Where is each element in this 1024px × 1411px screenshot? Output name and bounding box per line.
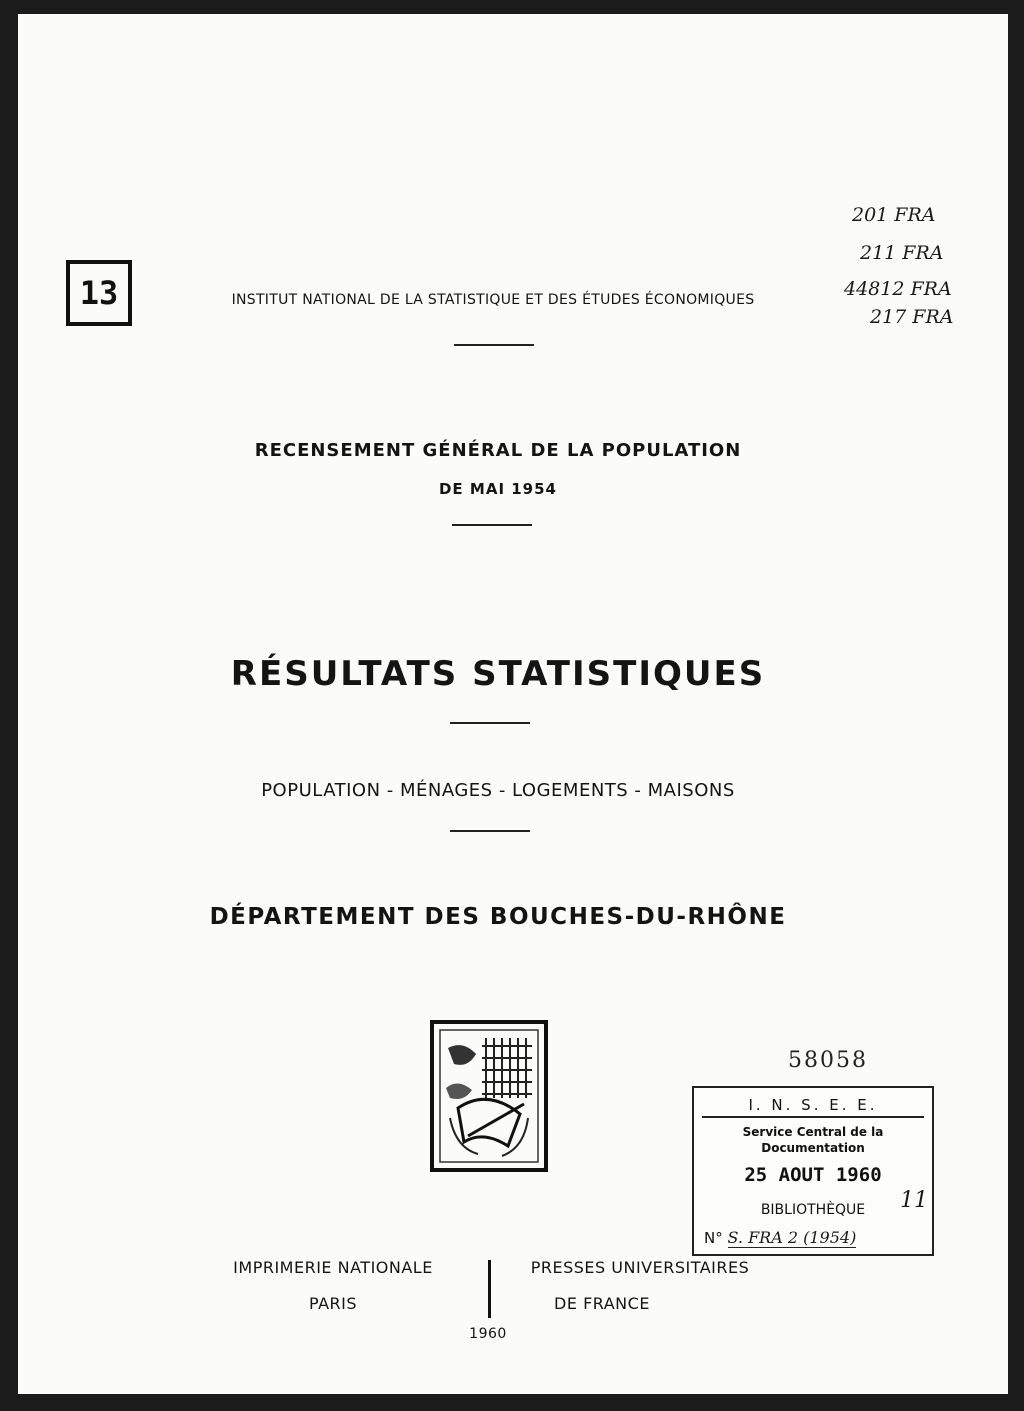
stamp-service-line2: Documentation (761, 1141, 865, 1155)
publisher-left-line1: IMPRIMERIE NATIONALE (233, 1258, 433, 1277)
institute-name: INSTITUT NATIONAL DE LA STATISTIQUE ET DES ÉTUDES ÉCONOMIQUES (231, 292, 755, 308)
stamp-number-label: N° (704, 1229, 723, 1247)
emblem-icon (428, 1018, 550, 1174)
divider (450, 830, 530, 832)
stamp-number-value: S. FRA 2 (1954) (727, 1228, 857, 1247)
stamp-service (694, 1124, 932, 1156)
accession-number: 58058 (788, 1048, 868, 1073)
stamp-service-line1: Service Central de la (742, 1125, 884, 1139)
document-title: RÉSULTATS STATISTIQUES (230, 654, 766, 694)
publication-year: 1960 (469, 1326, 507, 1342)
divider (452, 524, 532, 526)
handwritten-code: 217 FRA (870, 306, 954, 328)
series-number-box: 13 (66, 260, 132, 326)
stamp-header: I. N. S. E. E. (702, 1096, 924, 1118)
publisher-right-line2: DE FRANCE (554, 1294, 650, 1313)
divider (454, 344, 534, 346)
handwritten-code: 211 FRA (860, 242, 944, 264)
handwritten-code: 201 FRA (852, 204, 936, 226)
document-page (18, 14, 1008, 1394)
document-subtitle: POPULATION - MÉNAGES - LOGEMENTS - MAISONS (261, 780, 735, 801)
publisher-right-line1: PRESSES UNIVERSITAIRES (530, 1258, 750, 1277)
department-name: DÉPARTEMENT DES BOUCHES-DU-RHÔNE (209, 904, 787, 930)
divider (450, 722, 530, 724)
stamp-handwritten-mark: 11 (900, 1188, 928, 1213)
library-stamp (692, 1086, 934, 1256)
stamp-library: BIBLIOTHÈQUE (760, 1202, 866, 1218)
handwritten-code: 44812 FRA (844, 278, 952, 300)
census-title-line2: DE MAI 1954 (438, 480, 557, 498)
publisher-left-line2: PARIS (308, 1294, 358, 1313)
census-title-line1: RECENSEMENT GÉNÉRAL DE LA POPULATION (254, 440, 742, 461)
publisher-divider (488, 1260, 491, 1318)
stamp-date: 25 AOUT 1960 (744, 1164, 882, 1186)
stamp-number (704, 1228, 856, 1247)
